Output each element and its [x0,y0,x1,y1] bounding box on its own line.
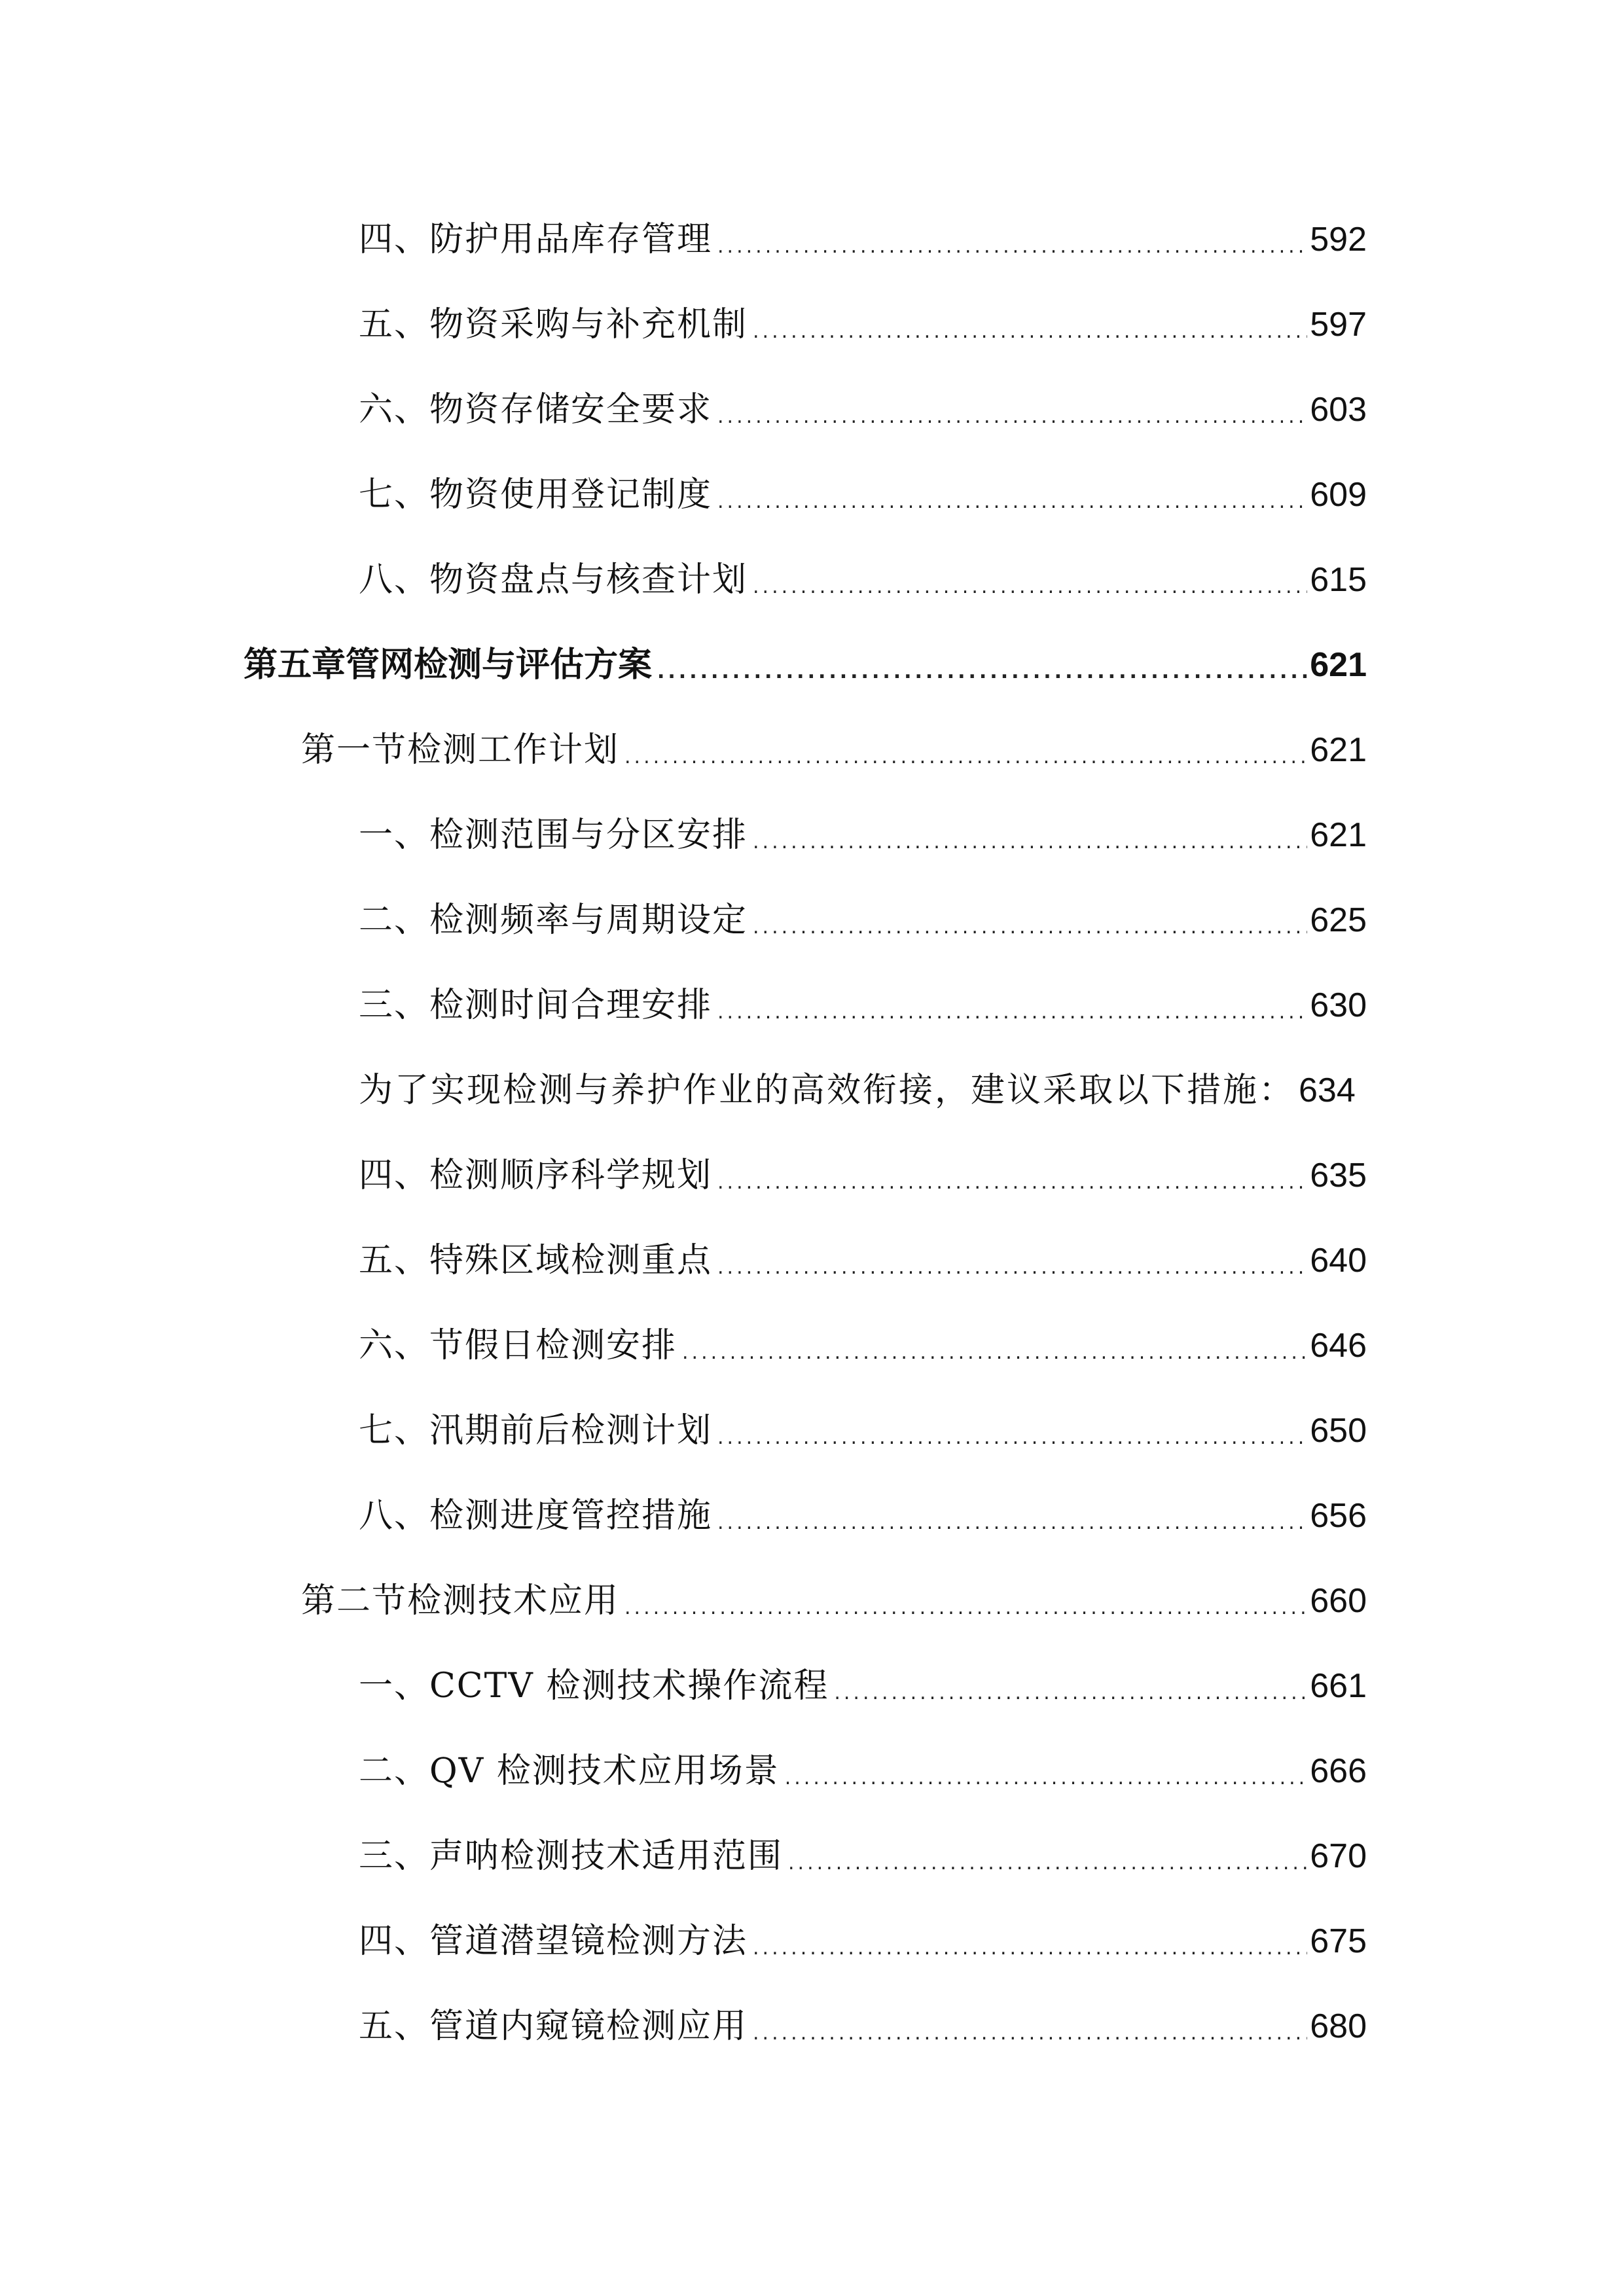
toc-entry-page: 640 [1310,1242,1367,1280]
dot-leader [717,223,1307,257]
toc-entry-page: 666 [1310,1752,1367,1790]
toc-entry[interactable] [359,1051,1419,1130]
toc-section-entry[interactable] [301,711,1367,789]
toc-entry-page: 621 [1310,731,1367,769]
toc-entry-title: 七、物资使用登记制度 [359,475,713,514]
dot-leader [624,1584,1307,1618]
toc-entry[interactable] [359,1221,1367,1300]
toc-entry-title: 第一节检测工作计划 [301,730,620,770]
toc-entry-page: 656 [1310,1497,1367,1535]
toc-entry-title: 四、防护用品库存管理 [359,220,713,259]
toc-entry[interactable] [359,370,1367,449]
toc-entry-title: 七、汛期前后检测计划 [359,1411,713,1450]
toc-entry-title: 为了实现检测与养护作业的高效衔接，建议采取以下措施： [359,1071,1295,1110]
toc-entry[interactable] [359,1987,1367,2066]
toc-entry-page: 634 [1299,1071,1356,1109]
toc-entry-page: 609 [1310,476,1367,514]
dot-leader [788,1839,1307,1873]
dot-leader [717,1414,1307,1448]
dot-leader [753,818,1307,852]
dot-leader [624,733,1307,767]
dot-leader [717,1499,1307,1533]
toc-entry[interactable] [359,456,1367,534]
toc-entry[interactable] [359,1391,1367,1470]
toc-entry-page: 675 [1310,1922,1367,1960]
toc-entry-page: 621 [1310,646,1367,684]
toc-entry-page: 621 [1310,816,1367,854]
toc-entry[interactable] [359,200,1367,279]
dot-leader [753,2009,1307,2043]
toc-entry-title: 二、检测频率与周期设定 [359,901,748,940]
toc-chapter-entry[interactable] [244,626,1367,704]
dot-leader [785,1754,1308,1788]
toc-entry-page: 661 [1310,1667,1367,1705]
toc-entry[interactable] [359,1647,1367,1725]
dot-leader [717,393,1307,427]
toc-entry-title: 四、管道潜望镜检测方法 [359,1922,748,1961]
toc-entry-page: 603 [1310,391,1367,429]
toc-entry-title: 第二节检测技术应用 [301,1581,620,1621]
toc-entry[interactable] [359,1306,1367,1385]
toc-entry-title: 一、检测范围与分区安排 [359,816,748,855]
dot-leader [717,988,1307,1022]
toc-entry[interactable] [359,1136,1367,1215]
toc-entry[interactable] [359,541,1367,619]
toc-entry-page: 625 [1310,901,1367,939]
dot-leader [657,648,1307,682]
toc-entry-title: 八、检测进度管控措施 [359,1496,713,1535]
dot-leader [717,1158,1307,1193]
toc-entry-title: 四、检测顺序科学规划 [359,1156,713,1195]
toc-entry-title: 六、物资存储安全要求 [359,390,713,429]
toc-entry[interactable] [359,1817,1367,1895]
toc-entry-page: 670 [1310,1837,1367,1875]
dot-leader [682,1329,1307,1363]
toc-entry-title: 五、管道内窥镜检测应用 [359,2007,748,2046]
toc-entry-page: 592 [1310,221,1367,259]
toc-entry[interactable] [359,1732,1367,1810]
toc-entry-title: 第五章管网检测与评估方案 [244,645,653,685]
toc-section-entry[interactable] [301,1562,1367,1640]
toc-entry-title: 二、QV 检测技术应用场景 [359,1751,780,1791]
dot-leader [834,1669,1307,1703]
dot-leader [753,563,1307,597]
toc-entry-page: 615 [1310,561,1367,599]
toc-entry[interactable] [359,1477,1367,1555]
toc-entry[interactable] [359,1902,1367,1981]
toc-entry-page: 630 [1310,986,1367,1024]
toc-entry[interactable] [359,966,1367,1045]
toc-entry-page: 660 [1310,1582,1367,1620]
toc-entry-page: 646 [1310,1327,1367,1365]
dot-leader [717,478,1307,512]
dot-leader [753,903,1307,937]
dot-leader [717,1244,1307,1278]
toc-entry-page: 597 [1310,306,1367,344]
toc-entry-title: 三、检测时间合理安排 [359,986,713,1025]
toc-entry[interactable] [359,796,1367,874]
toc-entry-title: 一、CCTV 检测技术操作流程 [359,1666,829,1706]
toc-entry-title: 三、声呐检测技术适用范围 [359,1837,784,1876]
toc-entry[interactable] [359,285,1367,364]
dot-leader [753,308,1307,342]
toc-entry-title: 六、节假日检测安排 [359,1326,677,1365]
toc-entry-title: 八、物资盘点与核查计划 [359,560,748,600]
toc-entry-page: 680 [1310,2007,1367,2045]
dot-leader [753,1924,1307,1958]
toc-entry-title: 五、物资采购与补充机制 [359,305,748,344]
toc-entry-page: 635 [1310,1157,1367,1194]
toc-entry-title: 五、特殊区域检测重点 [359,1241,713,1280]
toc-entry[interactable] [359,881,1367,960]
toc-entry-page: 650 [1310,1412,1367,1450]
